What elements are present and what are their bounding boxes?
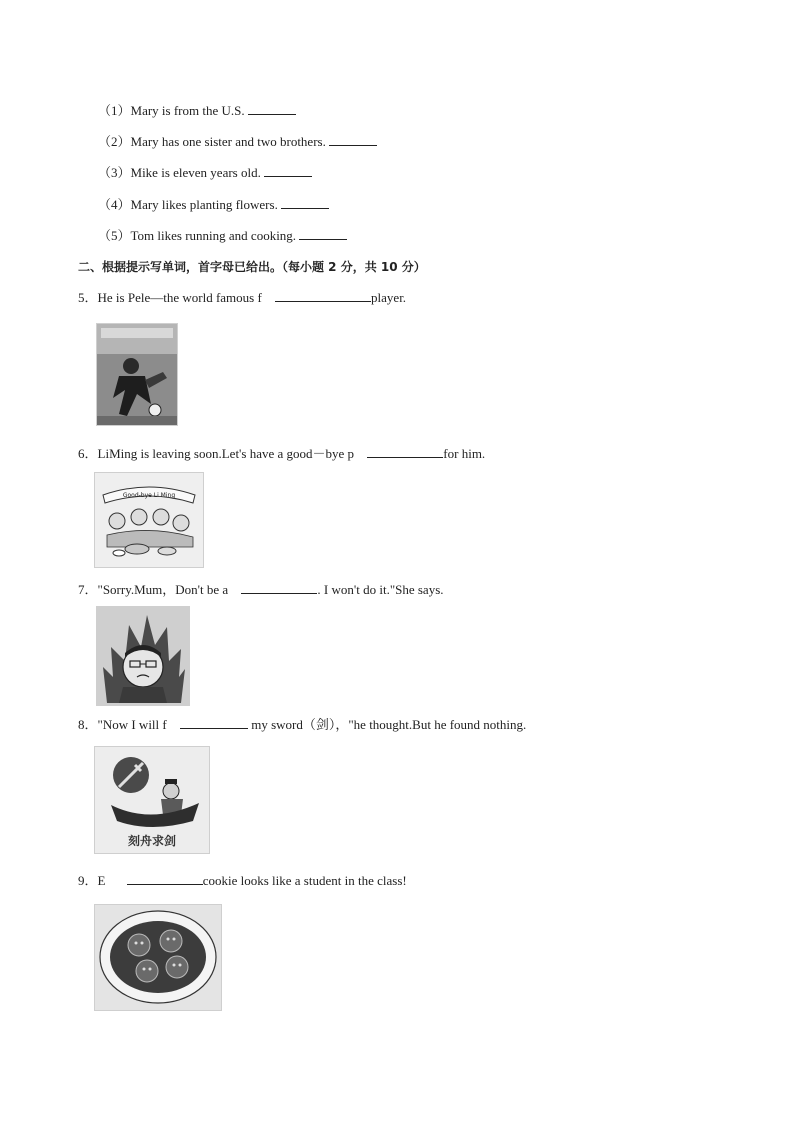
statement-5: [98, 227, 347, 245]
question-text-after: . I won't do it."She says.: [317, 582, 444, 597]
answer-blank[interactable]: [180, 716, 248, 729]
question-text-after: cookie looks like a student in the class!: [202, 873, 407, 888]
question-text-before: LiMing is leaving soon.Let's have a good－bye p: [97, 446, 355, 461]
answer-blank[interactable]: [241, 581, 317, 594]
question-text-before: "Now I will f: [97, 717, 167, 732]
statement-text: Tom likes running and cooking.: [130, 228, 297, 243]
question-text-before: "Sorry.Mum，Don't be a: [97, 582, 229, 597]
statement-number: （2）: [98, 134, 131, 149]
cookie-plate-picture: [94, 904, 222, 1011]
question-number: 6．: [78, 446, 98, 461]
angry-face-picture: [96, 606, 190, 706]
statement-number: （1）: [98, 103, 131, 118]
statement-3: [98, 164, 312, 182]
angry-face-illustration: [97, 607, 189, 705]
question-number: 9．: [78, 873, 98, 888]
question-text-after: my sword（剑），"he thought.But he found nothing.: [251, 717, 527, 732]
answer-blank[interactable]: [367, 445, 443, 458]
question-text-before: He is Pele—the world famous f: [97, 290, 262, 305]
boat-sword-picture: [94, 746, 210, 854]
question-5: [78, 289, 406, 307]
soccer-player-illustration: [97, 324, 177, 425]
question-text-after: for him.: [443, 446, 486, 461]
question-number: 8．: [78, 717, 98, 732]
answer-blank[interactable]: [281, 196, 329, 209]
statement-number: （4）: [98, 197, 131, 212]
question-8: [78, 716, 526, 734]
party-picture: [94, 472, 204, 568]
answer-blank[interactable]: [127, 872, 203, 885]
question-text-after: player.: [371, 290, 407, 305]
statement-4: [98, 196, 329, 214]
statement-text: Mary likes planting flowers.: [130, 197, 278, 212]
statement-text: Mary has one sister and two brothers.: [130, 134, 326, 149]
statement-1: [98, 102, 296, 120]
cookie-plate-illustration: [95, 905, 221, 1010]
statement-2: [98, 133, 377, 151]
soccer-player-picture: [96, 323, 178, 426]
goodbye-party-illustration: [95, 473, 203, 567]
statement-text: Mike is eleven years old.: [130, 165, 261, 180]
question-9: [78, 872, 407, 890]
question-7: [78, 581, 444, 599]
idiom-caption: 刻舟求剑: [127, 834, 177, 848]
question-number: 7．: [78, 582, 98, 597]
answer-blank[interactable]: [264, 164, 312, 177]
question-text-before: E: [97, 873, 106, 888]
answer-blank[interactable]: [299, 227, 347, 240]
question-number: 5．: [78, 290, 98, 305]
statement-number: （3）: [98, 165, 131, 180]
section-title: 二、根据提示写单词，首字母已给出。（每小题 2 分，共 10 分）: [78, 260, 426, 274]
carve-boat-sword-illustration: [95, 747, 209, 853]
party-banner-text: Good-bye Li Ming: [122, 492, 176, 499]
answer-blank[interactable]: [248, 102, 296, 115]
question-6: [78, 445, 485, 463]
statement-number: （5）: [98, 228, 131, 243]
answer-blank[interactable]: [275, 289, 371, 302]
answer-blank[interactable]: [329, 133, 377, 146]
statement-text: Mary is from the U.S.: [130, 103, 245, 118]
